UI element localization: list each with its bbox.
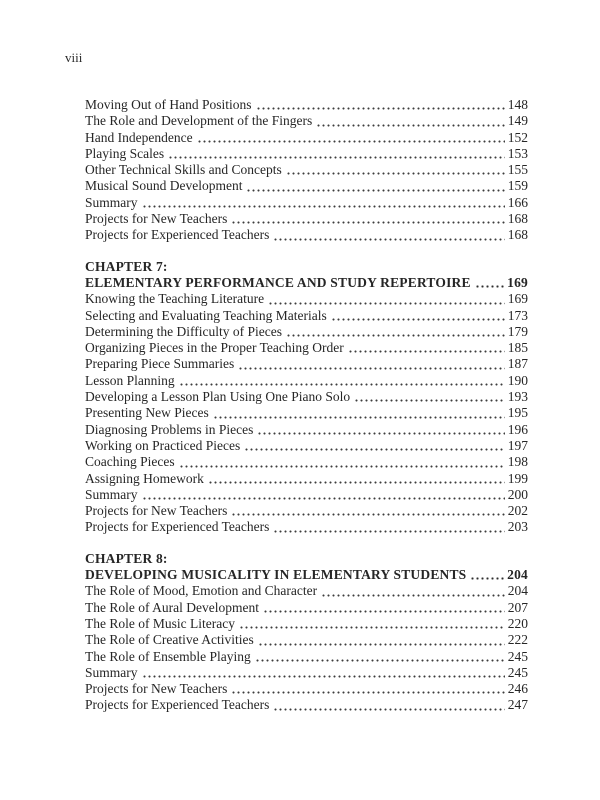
toc-entry-page-number: 220 bbox=[507, 615, 528, 631]
dot-leader bbox=[142, 665, 505, 681]
toc-entry-title: Presenting New Pieces bbox=[85, 405, 209, 421]
toc-entry bbox=[85, 113, 528, 129]
dot-leader bbox=[273, 697, 504, 713]
dot-leader bbox=[475, 275, 504, 291]
toc-entry-title: Developing a Lesson Plan Using One Piano Solo bbox=[85, 389, 351, 405]
toc-entry-title: Moving Out of Hand Positions bbox=[85, 97, 252, 112]
toc-entry-title: Organizing Pieces in the Proper Teaching Order bbox=[85, 340, 344, 356]
toc-entry-title: The Role of Music Literacy bbox=[85, 615, 235, 631]
toc-entry-title: Summary bbox=[85, 664, 138, 680]
toc-entry-page-number: 152 bbox=[507, 129, 528, 145]
toc-entry-page-number: 185 bbox=[507, 340, 528, 356]
toc-entry-title: Projects for New Teachers bbox=[85, 681, 228, 697]
toc-entry-page-number: 190 bbox=[507, 372, 528, 388]
toc-entry-page-number: 168 bbox=[507, 227, 528, 243]
toc-entry-title: Hand Independence bbox=[85, 129, 193, 145]
dot-leader bbox=[197, 130, 505, 146]
toc-entry-page-number: 246 bbox=[507, 681, 528, 697]
toc-entry-page-number: 202 bbox=[507, 503, 528, 519]
toc-entry bbox=[85, 178, 528, 194]
dot-leader bbox=[231, 211, 504, 227]
toc-entry bbox=[85, 130, 528, 146]
toc-entry-title: Preparing Piece Summaries bbox=[85, 356, 235, 372]
toc-entry bbox=[85, 146, 528, 162]
toc-entry-page-number: 166 bbox=[507, 194, 528, 210]
toc-entry-title: Musical Sound Development bbox=[85, 178, 243, 194]
toc-entry bbox=[85, 649, 528, 665]
toc-entry-title: Coaching Pieces bbox=[85, 454, 175, 470]
toc-section bbox=[85, 551, 528, 714]
toc-entry bbox=[85, 389, 528, 405]
toc-entry-title: Playing Scales bbox=[85, 145, 165, 161]
dot-leader bbox=[257, 422, 504, 438]
chapter-title: DEVELOPING MUSICALITY IN ELEMENTARY STUDENTS bbox=[85, 567, 467, 583]
toc-entry-title: Summary bbox=[85, 194, 138, 210]
toc-entry-title: Projects for Experienced Teachers bbox=[85, 519, 270, 535]
toc-entry-title: The Role of Aural Development bbox=[85, 599, 259, 615]
toc-entry-page-number: 173 bbox=[507, 307, 528, 323]
toc-entry-page-number: 204 bbox=[507, 583, 528, 599]
chapter-label: CHAPTER 8: bbox=[85, 550, 168, 566]
toc-entry-title: Assigning Homework bbox=[85, 470, 204, 486]
dot-leader bbox=[258, 632, 505, 648]
toc-entry-title: Diagnosing Problems in Pieces bbox=[85, 421, 254, 437]
toc-entry-page-number: 193 bbox=[507, 389, 528, 405]
dot-leader bbox=[246, 178, 504, 194]
toc-entry bbox=[85, 471, 528, 487]
chapter-label: CHAPTER 7: bbox=[85, 258, 168, 274]
toc-entry bbox=[85, 162, 528, 178]
dot-leader bbox=[321, 583, 505, 599]
dot-leader bbox=[179, 373, 505, 389]
dot-leader bbox=[213, 405, 505, 421]
chapter-page-number: 204 bbox=[507, 567, 528, 583]
toc-entry bbox=[85, 503, 528, 519]
toc-entry bbox=[85, 681, 528, 697]
dot-leader bbox=[470, 567, 504, 583]
dot-leader bbox=[286, 162, 505, 178]
toc-entry-page-number: 187 bbox=[507, 356, 528, 372]
chapter-heading bbox=[85, 259, 528, 292]
toc-entry-title: Selecting and Evaluating Teaching Materials bbox=[85, 307, 327, 323]
toc-section bbox=[85, 259, 528, 536]
toc-entry-page-number: 197 bbox=[507, 437, 528, 453]
toc-entry-page-number: 155 bbox=[507, 162, 528, 178]
dot-leader bbox=[256, 97, 505, 113]
toc-entry bbox=[85, 340, 528, 356]
toc-entry bbox=[85, 487, 528, 503]
toc-entry bbox=[85, 616, 528, 632]
toc-entry-page-number: 168 bbox=[507, 211, 528, 227]
chapter-page-number: 169 bbox=[507, 274, 528, 290]
toc-entry-page-number: 199 bbox=[507, 470, 528, 486]
toc-entry-page-number: 198 bbox=[507, 454, 528, 470]
toc-entry bbox=[85, 211, 528, 227]
toc-entry bbox=[85, 405, 528, 421]
chapter-title-row bbox=[85, 567, 528, 583]
page-number-folio: viii bbox=[65, 50, 83, 65]
toc-entry-title: Projects for Experienced Teachers bbox=[85, 697, 270, 713]
toc-entry bbox=[85, 324, 528, 340]
toc-entry bbox=[85, 97, 528, 113]
toc-entry bbox=[85, 291, 528, 307]
toc-entry-page-number: 203 bbox=[507, 519, 528, 535]
toc-entry-page-number: 245 bbox=[507, 664, 528, 680]
dot-leader bbox=[231, 681, 504, 697]
toc-entry-title: The Role of Mood, Emotion and Character bbox=[85, 583, 318, 599]
toc-entry-page-number: 169 bbox=[507, 291, 528, 307]
toc-entry-title: The Role of Creative Activities bbox=[85, 632, 254, 648]
toc-entry-page-number: 153 bbox=[507, 145, 528, 161]
toc-entry-title: Projects for Experienced Teachers bbox=[85, 227, 270, 243]
toc-entry-page-number: 149 bbox=[507, 113, 528, 129]
toc-entry bbox=[85, 195, 528, 211]
dot-leader bbox=[168, 146, 505, 162]
dot-leader bbox=[142, 195, 505, 211]
toc-entry-page-number: 148 bbox=[507, 97, 528, 112]
chapter-title-row bbox=[85, 275, 528, 291]
dot-leader bbox=[263, 600, 505, 616]
toc-entry-title: Other Technical Skills and Concepts bbox=[85, 162, 282, 178]
chapter-title: ELEMENTARY PERFORMANCE AND STUDY REPERTOIRE bbox=[85, 274, 471, 290]
dot-leader bbox=[268, 291, 505, 307]
toc-entry bbox=[85, 438, 528, 454]
dot-leader bbox=[244, 438, 505, 454]
toc-section bbox=[85, 97, 528, 244]
toc-entry-title: The Role of Ensemble Playing bbox=[85, 648, 251, 664]
toc-entry bbox=[85, 632, 528, 648]
toc-entry-title: The Role and Development of the Fingers bbox=[85, 113, 313, 129]
toc-entry-page-number: 207 bbox=[507, 599, 528, 615]
dot-leader bbox=[354, 389, 505, 405]
toc-entry bbox=[85, 665, 528, 681]
dot-leader bbox=[273, 227, 504, 243]
dot-leader bbox=[331, 308, 505, 324]
toc-entry bbox=[85, 308, 528, 324]
toc-entry bbox=[85, 454, 528, 470]
dot-leader bbox=[255, 649, 505, 665]
toc-entry bbox=[85, 356, 528, 372]
dot-leader bbox=[286, 324, 505, 340]
dot-leader bbox=[142, 487, 505, 503]
toc-entry bbox=[85, 422, 528, 438]
toc-entry-title: Summary bbox=[85, 486, 138, 502]
dot-leader bbox=[231, 503, 504, 519]
toc-entry bbox=[85, 583, 528, 599]
toc-entry-page-number: 200 bbox=[507, 486, 528, 502]
toc-entry-page-number: 196 bbox=[507, 421, 528, 437]
toc-entry bbox=[85, 227, 528, 243]
dot-leader bbox=[238, 356, 505, 372]
toc-entry-page-number: 179 bbox=[507, 323, 528, 339]
toc-entry-title: Projects for New Teachers bbox=[85, 211, 228, 227]
toc-entry-title: Determining the Difficulty of Pieces bbox=[85, 323, 282, 339]
toc-entry-page-number: 247 bbox=[507, 697, 528, 713]
chapter-heading bbox=[85, 551, 528, 584]
dot-leader bbox=[208, 471, 505, 487]
toc-entry-title: Working on Practiced Pieces bbox=[85, 437, 241, 453]
toc-entry bbox=[85, 519, 528, 535]
dot-leader bbox=[273, 519, 504, 535]
toc-entry-title: Knowing the Teaching Literature bbox=[85, 291, 265, 307]
toc-entry bbox=[85, 697, 528, 713]
dot-leader bbox=[316, 113, 505, 129]
dot-leader bbox=[179, 454, 505, 470]
toc-entry-page-number: 222 bbox=[507, 632, 528, 648]
toc-entry-title: Projects for New Teachers bbox=[85, 503, 228, 519]
toc-entry bbox=[85, 373, 528, 389]
toc-entry-page-number: 195 bbox=[507, 405, 528, 421]
toc-entry-page-number: 245 bbox=[507, 648, 528, 664]
toc-entry-page-number: 159 bbox=[507, 178, 528, 194]
toc-entry-title: Lesson Planning bbox=[85, 372, 175, 388]
dot-leader bbox=[348, 340, 505, 356]
dot-leader bbox=[239, 616, 505, 632]
table-of-contents bbox=[85, 97, 528, 714]
toc-entry bbox=[85, 600, 528, 616]
